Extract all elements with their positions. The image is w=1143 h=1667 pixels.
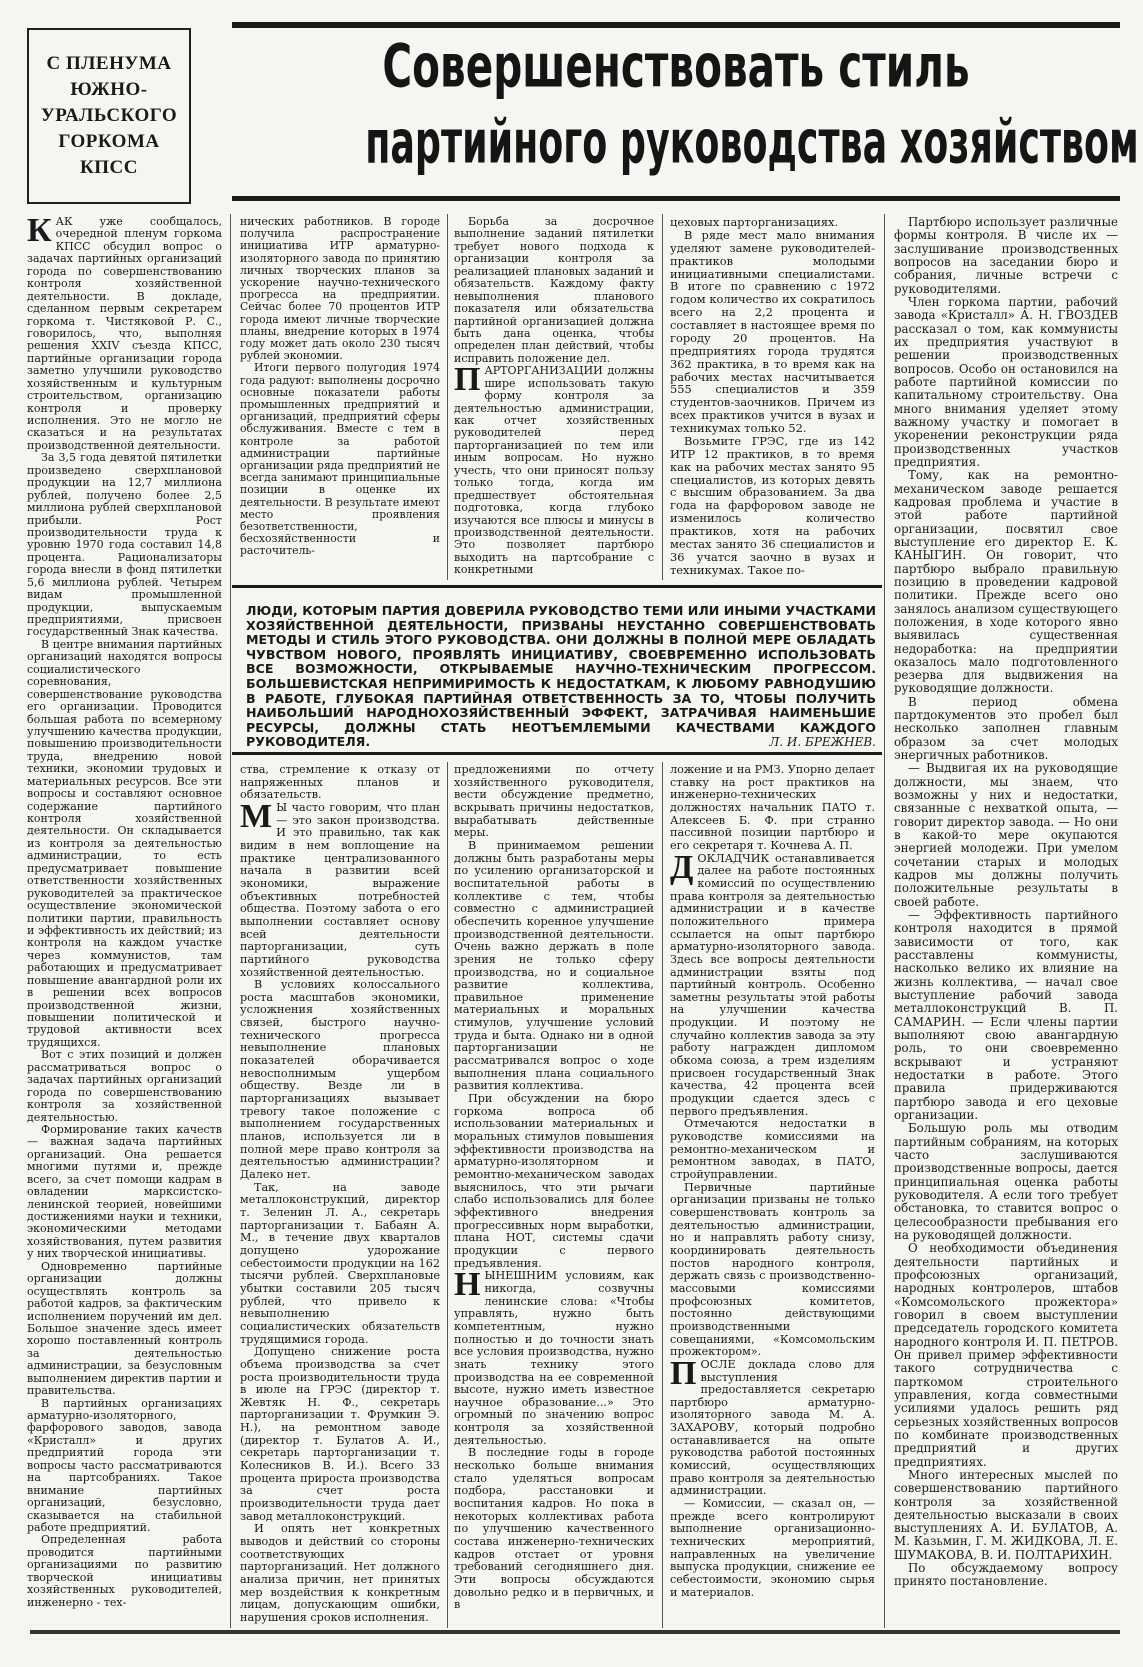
paragraph — [454, 764, 654, 840]
quote-rule-bottom — [232, 752, 882, 755]
article-column-2-top — [240, 216, 440, 578]
paragraph-text: Большую роль мы отводим партийным собраниям, на которых часто заслушиваются производственные вопросы, дается принципиальная оценка работы руководителя. А если того требует обстановка, то ставится вопрос о целесообразности пребывания его на руководящей должности. — [894, 1121, 1118, 1242]
article-column-3-top — [454, 216, 654, 578]
drop-cap: П — [454, 361, 481, 399]
paragraph-text: Возьмите ГРЭС, где из 142 ИТР 12 практиков, в то время как на рабочих местах занято 95 специалистов, из которых девять с высшим образованием. За два года на фарфоровом заводе не изменилось количество практиков, хотя на рабочих местах занято 36 специалистов и 36 учатся заочно в вузах и техникумах. Такое по- — [670, 433, 875, 577]
kicker-line: ЮЖНО- — [70, 79, 148, 100]
drop-cap: Д — [670, 848, 694, 886]
paragraph-text: Член горкома партии, рабочий завода «Кристалл» А. Н. ГВОЗДЕВ рассказал о том, как коммунисты их предприятия участвуют в решении производственных вопросов. Особо он остановился на работе партийной комиссии по капитальному строительству. Она много внимания уделяет этому важному участку и помогает в укоренении реконструкции ряда производственных участков предприятия. — [894, 294, 1118, 469]
kicker-line: С ПЛЕНУМА — [46, 53, 172, 74]
paragraph — [27, 1049, 222, 1124]
paragraph-text: АРТОРГАНИЗАЦИИ должны шире использовать такую форму контроля за деятельностью администрации, как отчет хозяйственных руководителей перед парторганизацией по тем или иным вопросам. Но нужно учесть, что они приносят пользу только тогда, когда им предшествует обстоятельная подготовка, когда глубоко изучаются все плюсы и минусы в производственной деятельности. Это позволяет партбюро выходить на партсобрание с конкретными — [454, 364, 654, 577]
paragraph-text: ОСЛЕ доклада слово для выступления предоставляется секретарю партбюро арматурно-изоляторного завода М. А. ЗАХАРОВУ, который подробно останавливается на опыте руководства работой постоянных комиссий, осуществляющих право контроля за деятельностью администрации. — [670, 1357, 875, 1498]
paragraph-text: предложениями по отчету хозяйственного руководителя, вести обсуждение предметно, вскрывать причины недостатков, вырабатывать действенные меры. — [454, 764, 654, 840]
paragraph — [894, 762, 1118, 909]
paragraph — [894, 696, 1118, 763]
column-divider — [662, 214, 663, 580]
paragraph-text: Определенная работа проводится партийными организациями по развитию творческой инициативы хозяйственных руководителей, инженерно - тех- — [27, 1533, 222, 1609]
paragraph-text: Формирование таких качеств — важная задача партийных организаций. Она решается многими путями и, прежде всего, за счет помощи кадрам в овладении марксистско-ленинской теорией, новейшими достижениями науки и техники, экономическими методами хозяйствования, путем развития у них творческой инициативы. — [27, 1122, 222, 1261]
paragraph-text: Итоги первого полугодия 1974 года радуют: выполнены досрочно основные показатели работы промышленных предприятий и организаций, предприятий сферы обслуживания. Вместе с тем в контроле за работой администрации партийные организации ряда предприятий не всегда занимают принципиальные позиции в оценке их деятельности. В результате имеют место проявления безответственности, бесхозяйственности и расточитель- — [240, 361, 440, 558]
article-column-2-bottom — [240, 764, 440, 1626]
paragraph — [454, 361, 654, 577]
paragraph-text: Много интересных мыслей по совершенствованию партийного контроля за хозяйственной деятельностью высказали в своих выступлениях А. И. БУЛАТОВ, А. М. Казьмин, Г. М. ЖИДКОВА, Л. Е. ШУМАКОВА, В. И. ПОЛТАРИХИН. — [894, 1467, 1118, 1562]
paragraph — [240, 797, 440, 979]
paragraph-text: ства, стремление к отказу от напряженных планов и обязательств. — [240, 764, 440, 802]
paragraph — [27, 1398, 222, 1535]
paragraph — [454, 840, 654, 1093]
paragraph-text: нических работников. В городе получила распространение инициатива ИТР арматурно-изоляторного завода по принятию личных творческих планов за ускорение научно-технического прогресса на предприятии. Сейчас более 70 процентов ИТР города имеют личные творческие планы, внедрение которых в 1974 году может дать около 230 тысяч рублей экономии. — [240, 216, 440, 363]
column-divider — [662, 762, 663, 1628]
paragraph — [27, 1261, 222, 1398]
article-column-3-bottom — [454, 764, 654, 1626]
paragraph — [894, 469, 1118, 696]
paragraph-text: АК уже сообщалось, очередной пленум горкома КПСС обсудил вопрос о задачах партийных организаций города по совершенствованию контроля хозяйственной деятельности. В докладе, сделанном первым секретарем горкома т. Чистяковой Р. С., говорилось, что, выполняя решения XXIV съезда КПСС, партийные организации города заметно улучшили руководство хозяйственным и культурным строительством, организацию контроля и проверку исполнения. Это не могло не сказаться и на результатах производственной деятельности. — [27, 216, 222, 452]
plenum-kicker — [27, 28, 191, 204]
paragraph-text: цеховых парторганизациях. — [670, 216, 839, 229]
paragraph-text: Отмечаются недостатки в руководстве комиссиями на ремонтно-механическом и ремонтном заводах, в ПАТО, стройуправлении. — [670, 1117, 875, 1181]
paragraph — [27, 1534, 222, 1609]
paragraph-text: Борьба за досрочное выполнение заданий пятилетки требует нового подхода к организации контроля за реализацией плановых заданий и обязательств. Каждому факту невыполнения планового показателя или обязательства партийной организацией должна быть дана оценка, чтобы определен план действий, чтобы исправить положение дел. — [454, 216, 654, 365]
paragraph — [670, 229, 875, 435]
paragraph-text: В условиях колоссального роста масштабов экономики, усложнения хозяйственных связей, быстрого научно-технического прогресса невыполнение плановых показателей оборачивается невосполнимым ущербом обществу. Везде ли в парторганизациях вызывает тревогу такое положение с выполнением государственных планов, используется ли в полной мере право контроля за деятельностью администрации? Далеко нет. — [240, 978, 440, 1181]
paragraph — [670, 764, 875, 853]
paragraph-text: — Комиссии, — сказал он, — прежде всего контролируют выполнение организационно-технических мероприятий, направленных на увеличение выпуска продукции, снижение ее себестоимости, экономию сырья и материалов. — [670, 1497, 875, 1599]
kicker-line: КПСС — [80, 157, 138, 178]
paragraph — [670, 1354, 875, 1498]
paragraph — [670, 1118, 875, 1181]
paragraph — [894, 1562, 1118, 1589]
paragraph — [670, 1498, 875, 1599]
paragraph — [240, 1346, 440, 1523]
quote-text: ЛЮДИ, КОТОРЫМ ПАРТИЯ ДОВЕРИЛА РУКОВОДСТВО ТЕМИ ИЛИ ИНЫМИ УЧАСТКАМИ ХОЗЯЙСТВЕННОЙ ДЕЯТЕЛЬНОСТИ, ПРИЗВАНЫ НЕУСТАННО СОВЕРШЕНСТВОВАТЬ МЕТОДЫ И СТИЛЬ ЭТОГО РУКОВОДСТВА. ОНИ ДОЛЖНЫ В ПОЛНОЙ МЕРЕ ОБЛАДАТЬ ЧУВСТВОМ НОВОГО, ПРОЯВЛЯТЬ ИНИЦИАТИВУ, СВОЕВРЕМЕННО ИСПОЛЬЗОВАТЬ ВСЕ ВОЗМОЖНОСТИ, ОТКРЫВАЕМЫЕ НАУЧНО-ТЕХНИЧЕСКИМ ПРОГРЕССОМ. БОЛЬШЕВИСТСКАЯ НЕПРИМИРИМОСТЬ К НЕДОСТАТКАМ, К ЛЮБОМУ РАВНОДУШИЮ В РАБОТЕ, ГЛУБОКАЯ ПАРТИЙНАЯ ОТВЕТСТВЕННОСТЬ ЗА ТО, ЧТОБЫ ПОЛУЧИТЬ НАИБОЛЬШИЙ НАРОДНОХОЗЯЙСТВЕННЫЙ ЭФФЕКТ, ЗАТРАЧИВАЯ НАИМЕНЬШИЕ РЕСУРСЫ, ДОЛЖНЫ СТАТЬ НЕОТЪЕМЛЕМЫМИ КАЧЕСТВАМИ КАЖДОГО РУКОВОДИТЕЛЯ. — [246, 603, 876, 750]
paragraph — [240, 216, 440, 362]
paragraph-text: Так, на заводе металлоконструкций, директор т. Зеленин Л. А., секретарь парторганизации т. Бабаян А. М., в течение двух кварталов допущено удорожание себестоимости продукции на 162 тысячи рублей. Сверхплановые убытки составили 205 тысяч рублей, что привело к невыполнению социалистических обязательств трудящимися города. — [240, 1180, 440, 1346]
paragraph — [670, 848, 875, 1119]
drop-cap: П — [670, 1354, 697, 1392]
column-divider — [884, 214, 885, 1628]
paragraph-text: Первичные партийные организации призваны не только совершенствовать контроль за деятельностью администрации, но и направлять работу снизу, координировать деятельность постов народного контроля, держать связь с производственно-массовыми комиссиями профсоюзных комитетов, постоянно действующими производственными совещаниями, «Комсомольским прожектором». — [670, 1180, 875, 1359]
page-bottom-rule — [30, 1630, 1120, 1634]
paragraph-text: В период обмена партдокументов это пробел был несколько заполнен главным образом за счет молодых энергичных работников. — [894, 694, 1118, 763]
paragraph — [240, 1523, 440, 1624]
quote-rule-top — [232, 585, 882, 588]
drop-cap: К — [27, 216, 52, 249]
paragraph-text: ЫНЕШНИМ условиям, как никогда, созвучны ленинские слова: «Чтобы управлять, нужно быть компетентным, нужно полностью и до точности знать все условия производства, нужно знать технику этого производства на ее современной высоте, нужно иметь известное научное образование...» Это огромный по значению вопрос контроля за хозяйственной деятельностью. — [454, 1269, 654, 1447]
paragraph — [670, 1182, 875, 1359]
paragraph-text: В ряде мест мало внимания уделяют замене руководителей-практиков молодыми инициативными специалистами. В итоге по сравнению с 1972 годом количество их сократилось всего на 2,2 процента и составляет в настоящее время по городу 20 процентов. На предприятиях города трудятся 362 практика, в то время как на рабочих местах насчитывается 555 специалистов и 359 студентов-заочников. Причем из всех практиков учится в вузах и техникумах только 52. — [670, 227, 875, 435]
paragraph-text: ОКЛАДЧИК останавливается далее на работе постоянных комиссий по осуществлению права контроля за деятельностью администрации и в качестве положительного примера ссылается на опыт партбюро арматурно-изоляторного завода. Здесь все вопросы деятельности администрации взяты под партийный контроль. Особенно заметны результаты этой работы на улучшении качества продукции. И поэтому не случайно коллектив завода за эту работу награжден дипломом обкома союза, а трем изделиям присвоен государственный Знак качества, 42 процента всей продукции сдается здесь с первого предъявления. — [670, 851, 875, 1118]
headline-line-1: Совершенствовать стиль — [382, 32, 970, 102]
quote-author: Л. И. БРЕЖНЕВ. — [769, 735, 876, 750]
paragraph — [894, 1242, 1118, 1469]
article-column-5 — [894, 216, 1118, 1628]
paragraph — [27, 452, 222, 639]
paragraph-text: Тому, как на ремонтно-механическом заводе решается кадровая проблема и участие в этой работе партийной организации, посвятил свое выступление его директор Е. К. КАНЫГИН. Он говорит, что партбюро выбрало правильную позицию в проведении кадровой политики. Прежде всего оно занялось анализом существующего положения, в ходе которого явно выявилась существенная недоработка: на предприятии оказалось мало подготовленного резерва для выдвижения на руководящие должности. — [894, 468, 1118, 696]
paragraph-text: ложение и на РМЗ. Упорно делает ставку на рост практиков на инженерно-технических должностях начальник ПАТО т. Алексеев Б. Ф. при странно пассивной позиции партбюро и его секретаря т. Кочнева А. П. — [670, 764, 875, 852]
paragraph-text: Ы часто говорим, что план — это закон производства. И это правильно, так как видим в нем воплощение на практике централизованного начала в развитии всей экономики, выражение объективных потребностей общества. Поэтому забота о его выполнении составляет основу всей деятельности парторганизации, суть партийного руководства хозяйственной деятельностью. — [240, 800, 440, 979]
paragraph-text: По обсуждаемому вопросу принято постановление. — [894, 1561, 1118, 1589]
paragraph — [894, 1469, 1118, 1562]
paragraph-text: Одновременно партийные организации должны осуществлять контроль за работой кадров, за фактическим исполнением поручений им дел. Большое значение здесь имеет хорошо поставленный контроль за деятельностью администрации, за безусловным выполнением директив партии и правительства. — [27, 1259, 222, 1398]
column-divider — [447, 762, 448, 1628]
paragraph-text: В последние годы в городе несколько больше внимания стало уделяться вопросам подбора, расстановки и воспитания кадров. Но пока в некоторых коллективах работа по улучшению качественного состава инженерно-технических кадров отстает от уровня требований сегодняшнего дня. Эти вопросы обсуждаются довольно редко и в первичных, и в — [454, 1446, 654, 1612]
paragraph — [27, 216, 222, 452]
paragraph-text: В принимаемом решении должны быть разработаны меры по усилению организаторской и воспитательной работы в коллективе с тем, чтобы совместно с администрацией обеспечить коренное улучшение производственной деятельности. Очень важно держать в поле зрения не только сферу производства, но и социальное развитие коллектива, правильное применение материальных и моральных стимулов, улучшение условий труда и быта. Однако ни в одной парторганизации не рассматривался вопрос о ходе выполнения плана социального развития коллектива. — [454, 838, 654, 1093]
paragraph-text: И опять нет конкретных выводов и действий со стороны соответствующих парторганизаций. Нет должного анализа причин, нет принятых мер воздействия к конкретным лицам, допускающим ошибки, нарушения сроков исполнения. — [240, 1522, 440, 1624]
paragraph-text: О необходимости объединения деятельности партийных и профсоюзных организаций, народных контролеров, штабов «Комсомольского прожектора» говорил в своем выступлении председатель городского комитета народного контроля И. П. ПЕТРОВ. Он привел пример эффективности такого сотрудничества с парткомом строительного управления, когда совместными усилиями удалось решить ряд серьезных хозяйственных вопросов по комбинате производственных предприятий и других предприятиях. — [894, 1241, 1118, 1469]
paragraph-text: В партийных организациях арматурно-изоляторного, фарфорового заводов, завода «Кристалл» и других предприятий города эти вопросы часто рассматриваются на партсобраниях. Такое внимание партийных организаций, безусловно, сказывается на стабильной работе предприятий. — [27, 1396, 222, 1534]
article-column-4-top — [670, 216, 875, 578]
paragraph-text: Вот с этих позиций и должен рассматриваться вопрос о задачах партийных организаций города по совершенствованию контроля за хозяйственной деятельностью. — [27, 1048, 222, 1124]
paragraph — [894, 296, 1118, 469]
paragraph — [27, 639, 222, 1049]
article-column-4-bottom — [670, 764, 875, 1626]
paragraph-text: — Эффективность партийного контроля находится в прямой зависимости от того, как расставлены коммунисты, насколько велико их влияние на жизнь коллектива, — начал свое выступление рабочий завода металлоконструкций В. П. САМАРИН. — Если члены партии выполняют свою авангардную роль, то они своевременно вскрывают и устраняют недостатки в работе. Этого правила придерживаются партбюро завода и его цеховые организации. — [894, 908, 1118, 1122]
paragraph-text: В центре внимания партийных организаций находятся вопросы социалистического соревнования, совершенствование руководства его организации. Проводится большая работа по всемерному улучшению качества продукции, повышению производительности труда, внедрению новой техники, экономии трудовых и материальных ресурсов. Все эти вопросы и составляют основное содержание партийного контроля хозяйственной деятельности. Он складывается из контроля за деятельностью администрации, то есть предусматривает повышение ответственности хозяйственных руководителей за практическое осуществление экономической политики партии, правильность и эффективность их действий; из контроля на каждом участке через коммунистов, там работающих и предусматривает повышение авангардной роли их в решении всех вопросов производственной жизни, повышении политической и трудовой активности всех трудящихся. — [27, 637, 222, 1049]
headline-line-2: партийного руководства хозяйством — [365, 108, 1139, 178]
column-divider — [447, 214, 448, 580]
paragraph — [670, 435, 875, 577]
column-divider — [230, 214, 231, 1628]
drop-cap: Н — [454, 1266, 481, 1304]
article-column-1 — [27, 216, 222, 1628]
paragraph — [240, 362, 440, 557]
paragraph-text: При обсуждении на бюро горкома вопроса об использовании материальных и моральных стимулов повышения эффективности производства на арматурно-изоляторном и ремонтно-механическом заводах выяснилось, что эти рычаги слабо использовались для более эффективного внедрения прогрессивных норм выработки, плана НОТ, системы сдачи продукции с первого предъявления. — [454, 1092, 654, 1270]
paragraph — [454, 216, 654, 365]
paragraph-text: Партбюро использует различные формы контроля. В числе их — заслушивание производственных вопросов на заседании бюро и собрания, личные встречи с руководителями. — [894, 216, 1118, 296]
kicker-line: ГОРКОМА — [58, 131, 160, 152]
drop-cap: М — [240, 797, 273, 835]
paragraph — [240, 979, 440, 1182]
paragraph-text: Допущено снижение роста объема производства за счет роста производительности труда в июле на ГРЭС (директор т. Жевтяк Н. Ф., секретарь парторганизации т. Фрумкин Э. Н.), на ремонтном заводе (директор т. Булатов А. И., секретарь парторганизации т. Колесников В. И.). Всего 33 процента прироста производства за счет роста производительности труда дает завод металлоконструкций. — [240, 1345, 440, 1523]
brezhnev-quote — [246, 604, 876, 750]
paragraph — [894, 216, 1118, 296]
paragraph — [240, 1182, 440, 1347]
paragraph — [894, 1122, 1118, 1242]
paragraph — [894, 909, 1118, 1122]
paragraph — [454, 1447, 654, 1612]
paragraph — [454, 1266, 654, 1447]
paragraph-text: — Выдвигая их на руководящие должности, мы знаем, что возможны у них и недостатки, связанные с нехваткой опыта, — говорит директор завода. — Но они в какой-то мере окупаются энергией молодежи. При умелом сочетании старых и молодых кадров мы должны получить положительные результаты в своей работе. — [894, 761, 1118, 909]
paragraph — [240, 764, 440, 802]
headline-rule-bottom — [232, 196, 1120, 201]
kicker-line: УРАЛЬСКОГО — [40, 105, 178, 126]
paragraph-text: За 3,5 года девятой пятилетки произведено сверхплановой продукции на 12,7 миллиона рублей, получено более 2,5 миллиона рублей сверхплановой прибыли. Рост производительности труда к уровню 1970 года составил 14,8 процента. Рационализаторы города внесли в фонд пятилетки 5,6 миллиона рублей. Четырем видам промышленной продукции, выпускаемым предприятиями, присвоен государственный Знак качества. — [27, 451, 222, 639]
paragraph — [454, 1093, 654, 1270]
paragraph — [27, 1124, 222, 1261]
